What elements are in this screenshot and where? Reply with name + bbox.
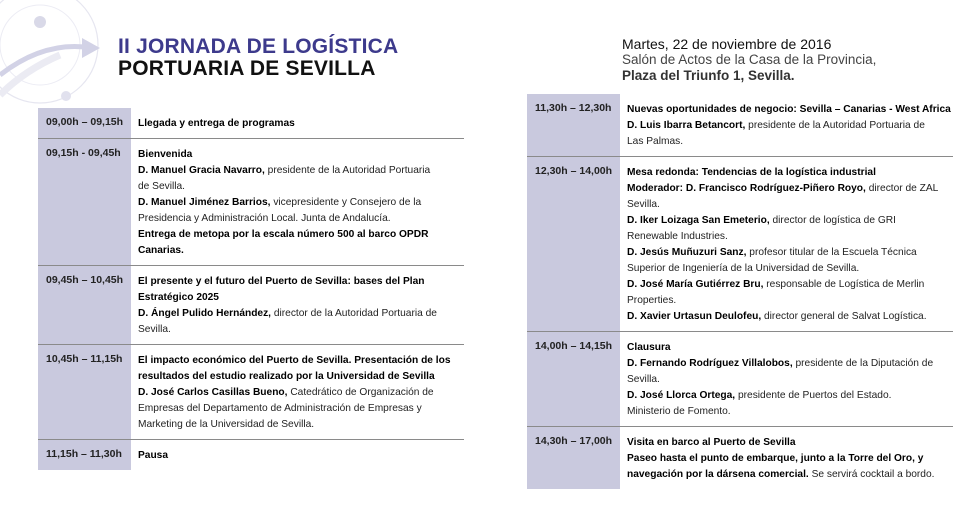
speaker-name: Llegada y entrega de programas (138, 118, 295, 129)
session-title (627, 165, 953, 181)
session-detail: vicepresidente y Consejero de la (270, 197, 422, 208)
schedule-row (527, 332, 953, 427)
schedule-time: 14,30h – 17,00h (527, 427, 620, 489)
event-date: Martes, 22 de noviembre de 2016 (622, 36, 832, 52)
speaker-name: D. José Llorca Ortega, (627, 390, 736, 401)
session-title (138, 369, 464, 385)
session-detail: presidente de Puertos del Estado. (735, 390, 892, 401)
session-detail: presidente de la Diputación de Sevilla. (627, 358, 934, 385)
speaker-name: D. Jesús Muñuzuri Sanz, (627, 247, 747, 258)
session-detail: director de la Autoridad Portuaria de (271, 308, 437, 319)
schedule-row (527, 427, 953, 489)
schedule-content (620, 157, 953, 331)
speaker-name: resultados del estudio realizado por la Universidad de Sevilla (138, 371, 435, 382)
speaker-name: D. José María Gutiérrez Bru, (627, 279, 764, 290)
session-title (138, 353, 464, 369)
session-detail: responsable de Logística de Merlin (763, 279, 925, 290)
speaker-name: Visita en barco al Puerto de Sevilla (627, 437, 796, 448)
session-line (627, 261, 953, 277)
session-title (627, 435, 953, 451)
session-line (138, 179, 464, 195)
session-line (138, 211, 464, 227)
session-detail: Catedrático de Organización de (287, 387, 434, 398)
speaker-name: D. Luis Ibarra Betancort, (627, 120, 746, 131)
session-title (138, 448, 464, 464)
speaker-name: D. José Carlos Casillas Bueno, (138, 387, 288, 398)
session-line (627, 181, 953, 197)
session-line (627, 404, 953, 420)
session-line (627, 309, 953, 325)
session-detail: director de ZAL (865, 183, 939, 194)
session-detail: Empresas del Departamento de Administración de Empresas y (138, 403, 422, 414)
session-title (138, 290, 464, 306)
session-line (138, 163, 464, 179)
session-detail: Sevilla. (627, 199, 660, 210)
schedule-row (527, 157, 953, 332)
speaker-name: D. Ángel Pulido Hernández, (138, 308, 272, 319)
session-detail: Ministerio de Fomento. (627, 406, 731, 417)
schedule-content (620, 94, 953, 156)
schedule-left-column (38, 108, 464, 470)
schedule-content (131, 139, 464, 265)
speaker-name: Clausura (627, 342, 671, 353)
session-line (627, 245, 953, 261)
schedule-time: 10,45h – 11,15h (38, 345, 131, 439)
session-line (627, 388, 953, 404)
session-line (627, 356, 953, 388)
schedule-content (620, 332, 953, 426)
session-line (138, 306, 464, 322)
session-line (138, 417, 464, 433)
session-detail: Superior de Ingeniería de la Universidad de Sevilla. (627, 263, 860, 274)
schedule-content (131, 108, 464, 138)
session-detail: director de logística de GRI (769, 215, 896, 226)
schedule-row (38, 345, 464, 440)
schedule-time: 09,00h – 09,15h (38, 108, 131, 138)
speaker-name: D. Iker Loizaga San Emeterio, (627, 215, 770, 226)
title-line-2: PORTUARIA DE SEVILLA (118, 57, 376, 80)
speaker-name: D. Manuel Gracia Navarro, (138, 165, 265, 176)
session-line (138, 227, 464, 259)
session-detail: Renewable Industries. (627, 231, 728, 242)
session-detail: Marketing de la Universidad de Sevilla. (138, 419, 315, 430)
speaker-name: El presente y el futuro del Puerto de Sevilla: bases del Plan (138, 276, 425, 287)
session-line (138, 401, 464, 417)
session-line (627, 197, 953, 213)
schedule-row (38, 440, 464, 470)
session-detail: de Sevilla. (138, 181, 186, 192)
session-title (138, 116, 464, 132)
session-line (627, 213, 953, 229)
event-venue: Salón de Actos de la Casa de la Provincia, (622, 52, 877, 67)
session-line (627, 134, 953, 150)
speaker-name: Mesa redonda: Tendencias de la logística industrial (627, 167, 876, 178)
event-info (622, 36, 876, 84)
page-title (118, 36, 398, 80)
session-detail: director general de Salvat Logística. (761, 311, 927, 322)
session-line (138, 195, 464, 211)
session-line (627, 451, 953, 467)
schedule-content (620, 427, 953, 489)
schedule-row (38, 139, 464, 266)
speaker-name: D. Fernando Rodríguez Villalobos, (627, 358, 793, 369)
schedule-time: 11,15h – 11,30h (38, 440, 131, 470)
session-line (138, 322, 464, 338)
session-detail: Presidencia y Administración Local. Junta de Andalucía. (138, 213, 391, 224)
speaker-name: El impacto económico del Puerto de Sevilla. Presentación de los (138, 355, 451, 366)
speaker-name: navegación por la dársena comercial. (627, 469, 809, 480)
session-detail: Properties. (627, 295, 677, 306)
session-line (138, 385, 464, 401)
session-detail: profesor titular de la Escuela Técnica (746, 247, 917, 258)
title-line-1: II JORNADA DE LOGÍSTICA (118, 35, 399, 58)
decorative-globe-arrow-graphic (0, 0, 130, 120)
event-address: Plaza del Triunfo 1, Sevilla. (622, 68, 795, 83)
session-title (627, 102, 953, 118)
session-detail: Las Palmas. (627, 136, 684, 147)
speaker-name: D. Xavier Urtasun Deulofeu, (627, 311, 762, 322)
session-title (138, 274, 464, 290)
speaker-name: Estratégico 2025 (138, 292, 219, 303)
session-detail: presidente de la Autoridad Portuaria de (745, 120, 925, 131)
speaker-name: Nuevas oportunidades de negocio: Sevilla – Canarias - West Africa (627, 104, 951, 115)
speaker-name: Bienvenida (138, 149, 193, 160)
speaker-name: Moderador: D. Francisco Rodríguez-Piñero Royo, (627, 183, 866, 194)
session-line (627, 277, 953, 293)
session-detail: presidente de la Autoridad Portuaria (264, 165, 431, 176)
speaker-name: Entrega de metopa por la escala número 500 al barco OPDR Canarias. (138, 229, 429, 256)
schedule-time: 14,00h – 14,15h (527, 332, 620, 426)
session-title (627, 340, 953, 356)
schedule-row (38, 108, 464, 139)
schedule-time: 12,30h – 14,00h (527, 157, 620, 331)
schedule-time: 09,45h – 10,45h (38, 266, 131, 344)
schedule-right-column (527, 94, 953, 489)
schedule-time: 09,15h - 09,45h (38, 139, 131, 265)
speaker-name: D. Manuel Jiménez Barrios, (138, 197, 271, 208)
session-detail: Sevilla. (138, 324, 171, 335)
schedule-time: 11,30h – 12,30h (527, 94, 620, 156)
session-line (627, 467, 953, 483)
session-detail: Se servirá cocktail a bordo. (808, 469, 935, 480)
schedule-content (131, 440, 464, 470)
schedule-row (38, 266, 464, 345)
session-line (627, 118, 953, 134)
speaker-name: Pausa (138, 450, 169, 461)
speaker-name: Paseo hasta el punto de embarque, junto a la Torre del Oro, y (627, 453, 924, 464)
schedule-row (527, 94, 953, 157)
session-line (627, 229, 953, 245)
session-line (627, 293, 953, 309)
schedule-content (131, 345, 464, 439)
session-title (138, 147, 464, 163)
schedule-content (131, 266, 464, 344)
